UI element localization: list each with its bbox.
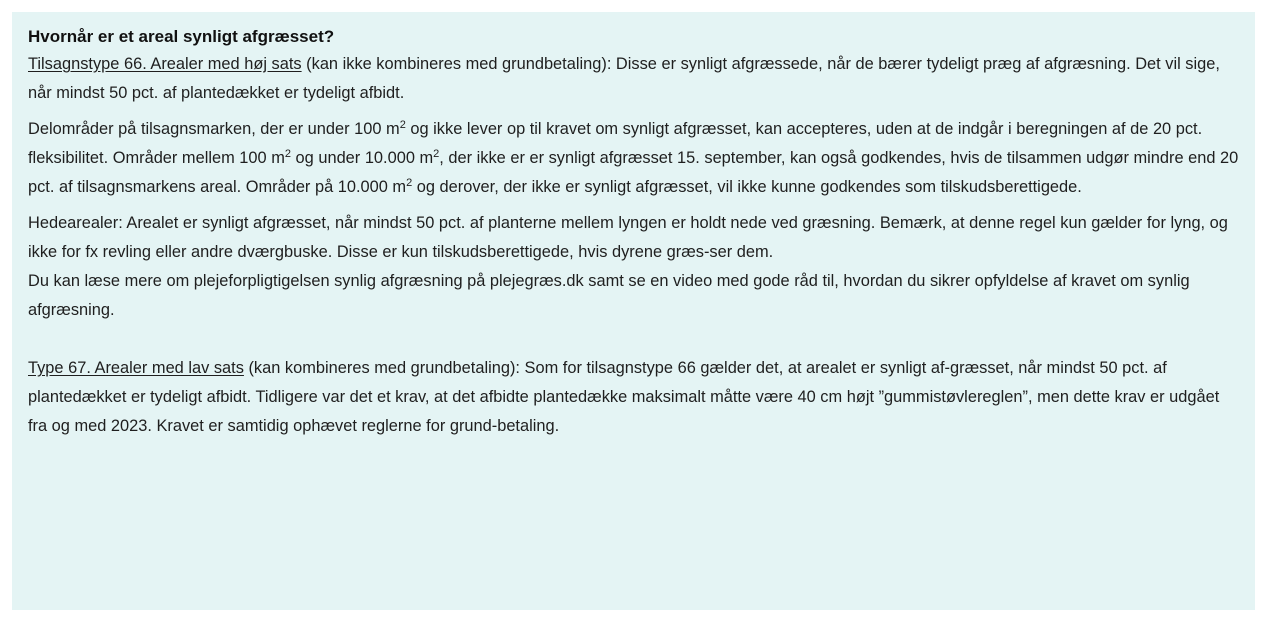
delomraader-text-2: og ikke lever op til kravet om synligt afgræsset, kan accepteres, uden at de indgår i beregningen af de 20 pct. fleksibilitet. Områder mellem 100 m [28, 120, 1203, 167]
spacer [28, 332, 1239, 354]
delomraader-text-3: og under 10.000 m [291, 149, 434, 167]
hedearealer-paragraph: Hedearealer: Arealet er synligt afgræsset, når mindst 50 pct. af planterne mellem lyngen er holdt nede ved græsning. Bemærk, at denne regel kun gælder for lyng, og ikke for fx revling eller andre dværgbuske. Disse er kun tilskudsberettigede, hvis dyrene græs-ser dem. [28, 214, 1228, 261]
section-67-heading: Type 67. Arealer med lav sats [28, 359, 244, 377]
delomraader-text-4: , der ikke er er synligt afgræsset 15. september, kan også godkendes, hvis de tilsammen udgør mindre end 20 pct. af tilsagnsmarkens areal. Områder på 10.000 m [28, 149, 1239, 196]
delomraader-text-5: og derover, der ikke er synligt afgræsset, vil ikke kunne godkendes som tilskudsberettigede. [412, 178, 1082, 196]
superscript-2: 2 [406, 177, 413, 189]
delomraader-text-1: Delområder på tilsagnsmarken, der er under 100 m [28, 120, 400, 138]
delomraader-paragraph [28, 115, 1239, 202]
info-box [12, 12, 1255, 610]
box-title: Hvornår er et areal synligt afgræsset? [28, 27, 335, 46]
section-67-paragraph [28, 354, 1239, 441]
section-66-paragraph [28, 50, 1239, 108]
du-kan-paragraph: Du kan læse mere om plejeforpligtigelsen synlig afgræsning på plejegræs.dk samt se en video med gode råd til, hvordan du sikrer opfyldelse af kravet om synlig afgræsning. [28, 272, 1190, 319]
section-67-text: (kan kombineres med grundbetaling): Som for tilsagnstype 66 gælder det, at arealet er synligt af-græsset, når mindst 50 pct. af plantedækket er tydeligt afbidt. Tidligere var det et krav, at det afbidte plantedække maksimalt måtte være 40 cm højt ”gummistøvlereglen”, men dette krav er udgået fra og med 2023. Kravet er samtidig ophævet reglerne for grund-betaling. [28, 359, 1220, 435]
superscript-2: 2 [284, 148, 291, 160]
superscript-2: 2 [399, 119, 406, 131]
section-66-text: (kan ikke kombineres med grundbetaling): Disse er synligt afgræssede, når de bærer tydeligt præg af afgræsning. Det vil sige, når mindst 50 pct. af plantedækket er tydeligt afbidt. [28, 55, 1220, 102]
section-66-heading: Tilsagnstype 66. Arealer med høj sats [28, 55, 302, 73]
superscript-2: 2 [433, 148, 440, 160]
